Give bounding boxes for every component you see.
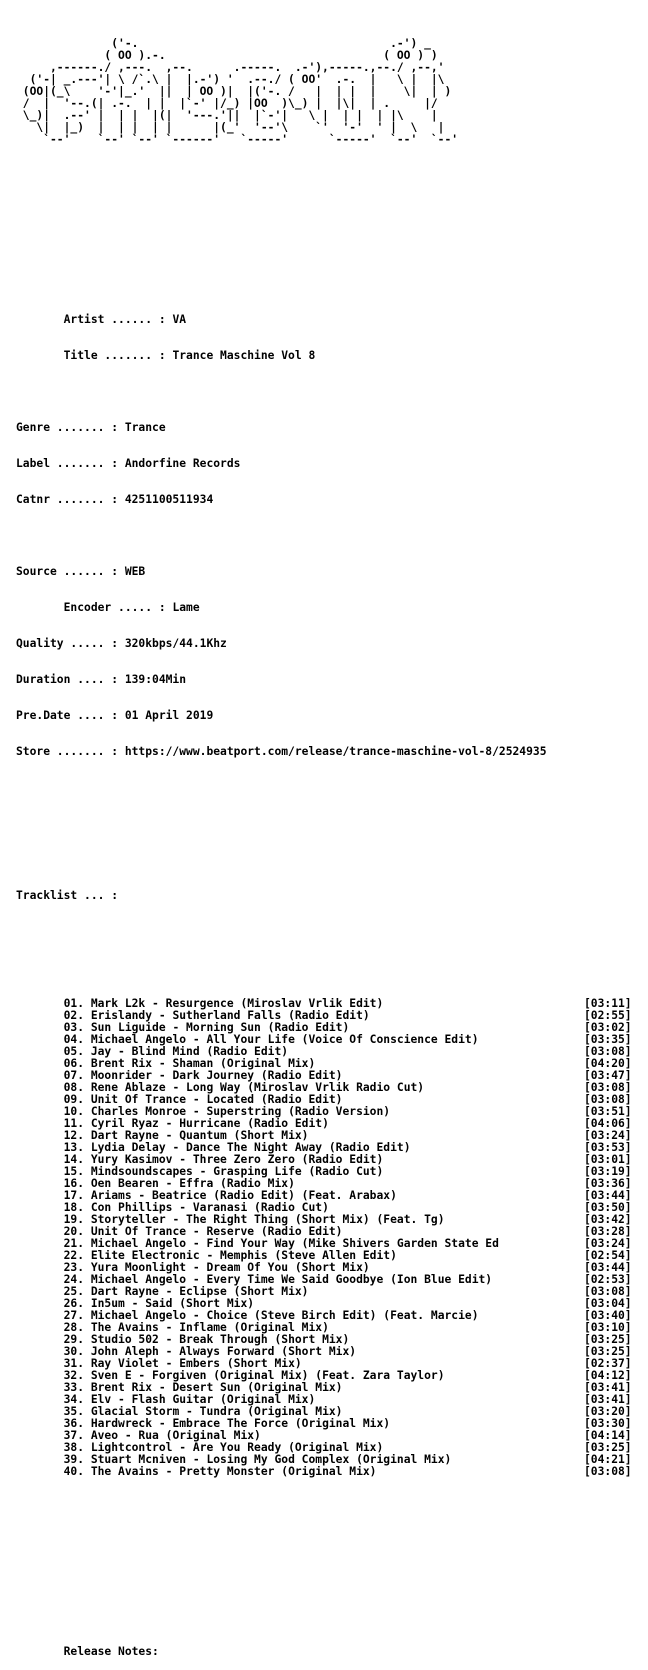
- track-duration: [03:44]: [584, 1190, 632, 1202]
- track-number: 31.: [63, 1358, 85, 1370]
- label-label: Label ....... :: [16, 457, 125, 470]
- artist-value: VA: [172, 313, 187, 326]
- quality-row: [16, 638, 640, 650]
- genre-value: Trance: [124, 421, 166, 434]
- track-row: [16, 1034, 640, 1046]
- track-number: 18.: [63, 1202, 85, 1214]
- track-title: Elite Electronic - Memphis (Steve Allen Edit): [90, 1250, 397, 1262]
- track-number: 14.: [63, 1154, 85, 1166]
- track-title: Con Phillips - Varanasi (Radio Cut): [90, 1202, 329, 1214]
- track-row: [16, 1466, 640, 1478]
- track-duration: [02:53]: [584, 1274, 632, 1286]
- store-label: Store ....... :: [16, 745, 125, 758]
- track-title: Yura Moonlight - Dream Of You (Short Mix): [90, 1262, 370, 1274]
- title-row: [16, 350, 640, 362]
- track-number: 12.: [63, 1130, 85, 1142]
- track-row: [16, 1454, 640, 1466]
- track-duration: [03:25]: [584, 1442, 632, 1454]
- track-duration: [03:35]: [584, 1034, 632, 1046]
- ascii-logo-line: ('-| _.---'| \ /`.\ | |.-') ' .--./ ( OO' .-. | \ | |\: [16, 73, 445, 86]
- track-number: 10.: [63, 1106, 85, 1118]
- label-value: Andorfine Records: [124, 457, 241, 470]
- track-duration: [03:04]: [584, 1298, 632, 1310]
- track-row: [16, 1118, 640, 1130]
- predate-row: [16, 710, 640, 722]
- track-number: 25.: [63, 1286, 85, 1298]
- track-duration: [03:44]: [584, 1262, 632, 1274]
- track-number: 13.: [63, 1142, 85, 1154]
- track-number: 26.: [63, 1298, 85, 1310]
- track-title: Aveo - Rua (Original Mix): [90, 1430, 261, 1442]
- track-row: [16, 1154, 640, 1166]
- track-number: 22.: [63, 1250, 85, 1262]
- track-row: [16, 1334, 640, 1346]
- track-duration: [03:51]: [584, 1106, 632, 1118]
- release-notes-label: Release Notes:: [63, 1645, 159, 1658]
- track-row: [16, 1262, 640, 1274]
- track-title: Sun Liguide - Morning Sun (Radio Edit): [90, 1022, 350, 1034]
- track-duration: [03:25]: [584, 1346, 632, 1358]
- track-number: 19.: [63, 1214, 85, 1226]
- track-row: [16, 1058, 640, 1070]
- source-label: Source ...... :: [16, 565, 125, 578]
- track-duration: [03:11]: [584, 998, 632, 1010]
- store-row: [16, 746, 640, 758]
- track-row: [16, 1310, 640, 1322]
- track-title: Studio 502 - Break Through (Short Mix): [90, 1334, 350, 1346]
- track-number: 32.: [63, 1370, 85, 1382]
- track-title: Mark L2k - Resurgence (Miroslav Vrlik Edit): [90, 998, 384, 1010]
- track-duration: [03:08]: [584, 1286, 632, 1298]
- track-title: John Aleph - Always Forward (Short Mix): [90, 1346, 357, 1358]
- track-number: 27.: [63, 1310, 85, 1322]
- track-row: [16, 1286, 640, 1298]
- track-row: [16, 1130, 640, 1142]
- track-duration: [02:55]: [584, 1010, 632, 1022]
- track-title: Glacial Storm - Tundra (Original Mix): [90, 1406, 343, 1418]
- track-number: 16.: [63, 1178, 85, 1190]
- track-row: [16, 1370, 640, 1382]
- title-label: Title ....... :: [16, 349, 173, 362]
- track-duration: [04:14]: [584, 1430, 632, 1442]
- track-number: 39.: [63, 1454, 85, 1466]
- track-row: [16, 1106, 640, 1118]
- track-title: Oen Bearen - Effra (Radio Mix): [90, 1178, 295, 1190]
- store-link[interactable]: https://www.beatport.com/release/trance-maschine-vol-8/2524935: [124, 745, 547, 758]
- track-duration: [03:28]: [584, 1226, 632, 1238]
- track-duration: [02:54]: [584, 1250, 632, 1262]
- track-duration: [03:24]: [584, 1238, 632, 1250]
- track-duration: [03:02]: [584, 1022, 632, 1034]
- track-number: 09.: [63, 1094, 85, 1106]
- track-title: Elv - Flash Guitar (Original Mix): [90, 1394, 316, 1406]
- track-title: Dart Rayne - Eclipse (Short Mix): [90, 1286, 309, 1298]
- encoder-value: Lame: [172, 601, 200, 614]
- release-notes-heading: [16, 1646, 640, 1658]
- track-row: [16, 1418, 640, 1430]
- track-number: 07.: [63, 1070, 85, 1082]
- track-number: 06.: [63, 1058, 85, 1070]
- catnr-label: Catnr ....... :: [16, 493, 125, 506]
- ascii-logo-line: ( OO ).-. ( OO ) ): [16, 49, 438, 62]
- track-number: 01.: [63, 998, 85, 1010]
- track-row: [16, 1214, 640, 1226]
- track-row: [16, 998, 640, 1010]
- track-duration: [03:20]: [584, 1406, 632, 1418]
- track-number: 04.: [63, 1034, 85, 1046]
- tracklist: [16, 998, 640, 1478]
- source-value: WEB: [124, 565, 146, 578]
- track-title: Brent Rix - Desert Sun (Original Mix): [90, 1382, 343, 1394]
- track-title: Michael Angelo - Choice (Steve Birch Edit) (Feat. Marcie): [90, 1310, 479, 1322]
- track-duration: [03:47]: [584, 1070, 632, 1082]
- track-title: Lightcontrol - Are You Ready (Original Mix): [90, 1442, 384, 1454]
- track-title: Sven E - Forgiven (Original Mix) (Feat. Zara Taylor): [90, 1370, 445, 1382]
- catnr-row: [16, 494, 640, 506]
- track-number: 05.: [63, 1046, 85, 1058]
- track-title: Ray Violet - Embers (Short Mix): [90, 1358, 302, 1370]
- track-title: Jay - Blind Mind (Radio Edit): [90, 1046, 289, 1058]
- quality-label: Quality ..... :: [16, 637, 125, 650]
- track-duration: [04:20]: [584, 1058, 632, 1070]
- track-number: 28.: [63, 1322, 85, 1334]
- track-number: 34.: [63, 1394, 85, 1406]
- track-row: [16, 1406, 640, 1418]
- track-row: [16, 1010, 640, 1022]
- duration-value: 139:04Min: [124, 673, 187, 686]
- track-row: [16, 1190, 640, 1202]
- track-duration: [03:08]: [584, 1466, 632, 1478]
- track-title: Dart Rayne - Quantum (Short Mix): [90, 1130, 309, 1142]
- track-duration: [03:24]: [584, 1130, 632, 1142]
- track-duration: [04:06]: [584, 1118, 632, 1130]
- ascii-logo: [16, 38, 640, 146]
- track-row: [16, 1430, 640, 1442]
- track-row: [16, 1226, 640, 1238]
- track-title: Michael Angelo - All Your Life (Voice Of Conscience Edit): [90, 1034, 479, 1046]
- track-number: 20.: [63, 1226, 85, 1238]
- track-row: [16, 1046, 640, 1058]
- predate-label: Pre.Date .... :: [16, 709, 125, 722]
- track-row: [16, 1442, 640, 1454]
- track-title: Erislandy - Sutherland Falls (Radio Edit): [90, 1010, 370, 1022]
- track-number: 03.: [63, 1022, 85, 1034]
- duration-label: Duration .... :: [16, 673, 125, 686]
- track-duration: [03:19]: [584, 1166, 632, 1178]
- track-duration: [04:21]: [584, 1454, 632, 1466]
- track-title: Michael Angelo - Find Your Way (Mike Shivers Garden State Ed: [90, 1238, 499, 1250]
- track-title: Hardwreck - Embrace The Force (Original Mix): [90, 1418, 391, 1430]
- ascii-logo-line: \| |_) | | | | | |(_' '--'\ `' '-' ' | \ |: [16, 121, 445, 134]
- artist-row: [16, 314, 640, 326]
- track-row: [16, 1022, 640, 1034]
- track-duration: [03:36]: [584, 1178, 632, 1190]
- track-row: [16, 1274, 640, 1286]
- track-row: [16, 1298, 640, 1310]
- track-title: Ariams - Beatrice (Radio Edit) (Feat. Arabax): [90, 1190, 397, 1202]
- track-title: The Avains - Inflame (Original Mix): [90, 1322, 329, 1334]
- track-number: 30.: [63, 1346, 85, 1358]
- track-number: 35.: [63, 1406, 85, 1418]
- track-title: Moonrider - Dark Journey (Radio Edit): [90, 1070, 343, 1082]
- track-number: 38.: [63, 1442, 85, 1454]
- track-row: [16, 1250, 640, 1262]
- track-number: 02.: [63, 1010, 85, 1022]
- track-title: Brent Rix - Shaman (Original Mix): [90, 1058, 316, 1070]
- track-number: 36.: [63, 1418, 85, 1430]
- ascii-logo-line: `--' `--' `--' `------' `-----' `-----' `--' `--': [16, 133, 459, 146]
- track-title: The Avains - Pretty Monster (Original Mix): [90, 1466, 377, 1478]
- track-title: Cyril Ryaz - Hurricane (Radio Edit): [90, 1118, 329, 1130]
- track-number: 17.: [63, 1190, 85, 1202]
- label-row: [16, 458, 640, 470]
- track-number: 23.: [63, 1262, 85, 1274]
- ascii-logo-line: \_)| .--' | | | |(| '---.'|| |`-'| \ | | | | |\ |: [16, 109, 438, 122]
- track-title: Storyteller - The Right Thing (Short Mix) (Feat. Tg): [90, 1214, 445, 1226]
- track-duration: [03:08]: [584, 1082, 632, 1094]
- track-title: Yury Kasimov - Three Zero Zero (Radio Edit): [90, 1154, 384, 1166]
- track-row: [16, 1094, 640, 1106]
- track-row: [16, 1238, 640, 1250]
- track-number: 33.: [63, 1382, 85, 1394]
- track-number: 21.: [63, 1238, 85, 1250]
- genre-label: Genre ....... :: [16, 421, 125, 434]
- tracklist-heading: Tracklist ... :: [16, 889, 119, 902]
- predate-value: 01 April 2019: [124, 709, 214, 722]
- track-duration: [03:08]: [584, 1046, 632, 1058]
- track-title: Charles Monroe - Superstring (Radio Version): [90, 1106, 391, 1118]
- track-number: 40.: [63, 1466, 85, 1478]
- ascii-logo-line: / | '--.(| .-. | | |`-' |/_) |OO )\_) | |\| | . |/: [16, 97, 438, 110]
- track-number: 37.: [63, 1430, 85, 1442]
- track-row: [16, 1202, 640, 1214]
- ascii-logo-line: ('-. .-') _: [16, 37, 431, 50]
- track-row: [16, 1394, 640, 1406]
- track-number: 11.: [63, 1118, 85, 1130]
- track-duration: [03:41]: [584, 1382, 632, 1394]
- ascii-logo-line: ,------./ ,---. ,--. .-----. .-'),-----.,--./ ,--,': [16, 61, 445, 74]
- track-duration: [03:53]: [584, 1142, 632, 1154]
- track-number: 29.: [63, 1334, 85, 1346]
- track-number: 08.: [63, 1082, 85, 1094]
- encoder-label: Encoder ..... :: [16, 601, 173, 614]
- source-row: [16, 566, 640, 578]
- track-duration: [03:41]: [584, 1394, 632, 1406]
- track-title: Mindsoundscapes - Grasping Life (Radio Cut): [90, 1166, 384, 1178]
- track-row: [16, 1178, 640, 1190]
- track-title: In5um - Said (Short Mix): [90, 1298, 255, 1310]
- track-duration: [03:40]: [584, 1310, 632, 1322]
- track-title: Stuart Mcniven - Losing My God Complex (Original Mix): [90, 1454, 452, 1466]
- track-title: Rene Ablaze - Long Way (Miroslav Vrlik Radio Cut): [90, 1082, 425, 1094]
- encoder-row: [16, 602, 640, 614]
- track-row: [16, 1382, 640, 1394]
- track-title: Lydia Delay - Dance The Night Away (Radio Edit): [90, 1142, 411, 1154]
- nfo-document: [16, 14, 640, 1670]
- quality-value: 320kbps/44.1Khz: [124, 637, 227, 650]
- track-row: [16, 1142, 640, 1154]
- track-row: [16, 1082, 640, 1094]
- genre-row: [16, 422, 640, 434]
- track-duration: [02:37]: [584, 1358, 632, 1370]
- track-title: Unit Of Trance - Located (Radio Edit): [90, 1094, 343, 1106]
- track-number: 15.: [63, 1166, 85, 1178]
- ascii-logo-line: (OO|(_\ '-'|_.' || | OO )| |('-. / | | | | \| | ): [16, 85, 452, 98]
- track-row: [16, 1166, 640, 1178]
- title-value: Trance Maschine Vol 8: [172, 349, 316, 362]
- track-duration: [03:10]: [584, 1322, 632, 1334]
- artist-label: Artist ...... :: [16, 313, 173, 326]
- track-title: Unit Of Trance - Reserve (Radio Edit): [90, 1226, 343, 1238]
- track-row: [16, 1322, 640, 1334]
- track-title: Michael Angelo - Every Time We Said Goodbye (Ion Blue Edit): [90, 1274, 493, 1286]
- track-duration: [03:50]: [584, 1202, 632, 1214]
- catnr-value: 4251100511934: [124, 493, 214, 506]
- track-duration: [04:12]: [584, 1370, 632, 1382]
- track-duration: [03:08]: [584, 1094, 632, 1106]
- track-duration: [03:42]: [584, 1214, 632, 1226]
- track-duration: [03:01]: [584, 1154, 632, 1166]
- track-number: 24.: [63, 1274, 85, 1286]
- track-row: [16, 1070, 640, 1082]
- track-row: [16, 1346, 640, 1358]
- track-duration: [03:25]: [584, 1334, 632, 1346]
- track-duration: [03:30]: [584, 1418, 632, 1430]
- track-row: [16, 1358, 640, 1370]
- duration-row: [16, 674, 640, 686]
